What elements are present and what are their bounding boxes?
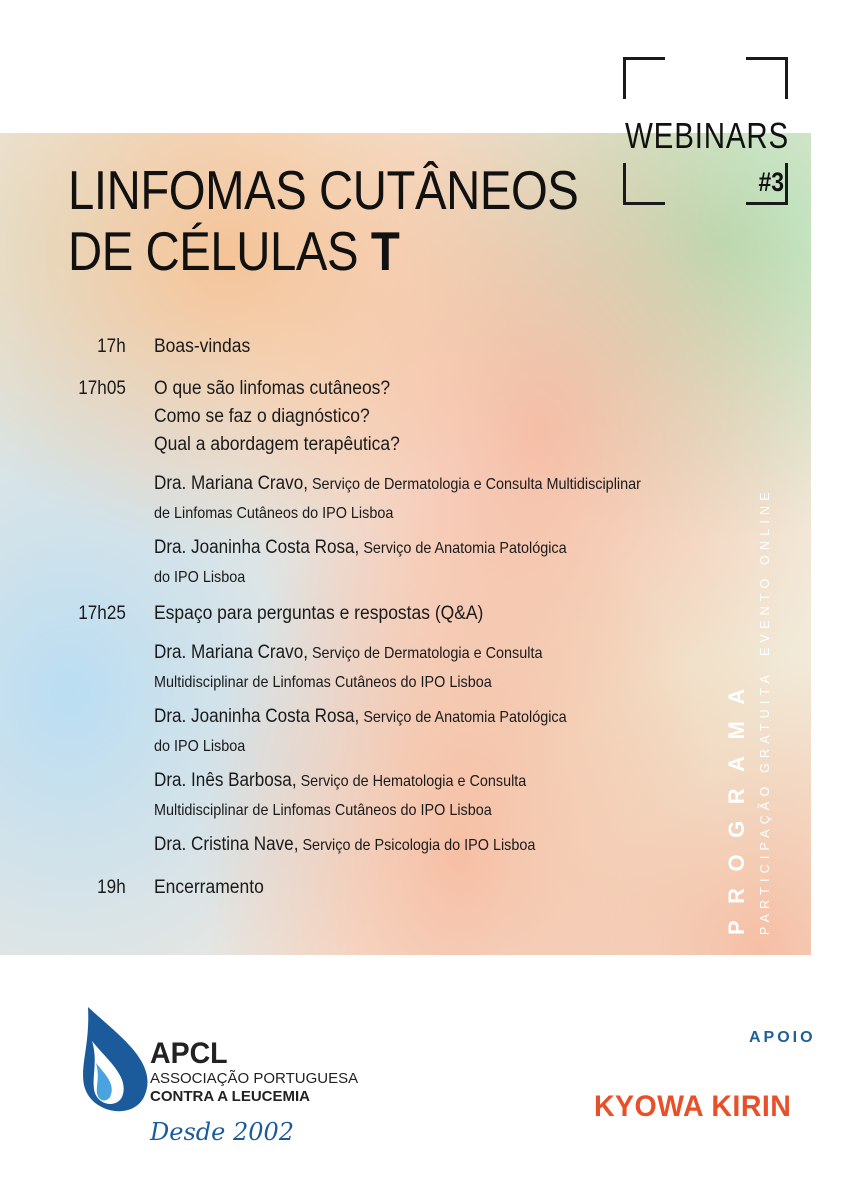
slot-time: 17h25 (78, 603, 126, 624)
slot-time: 17h05 (78, 378, 126, 399)
speaker-entry (154, 703, 567, 761)
topic-line: Encerramento (154, 877, 264, 898)
speaker-affiliation-cont: do IPO Lisboa (154, 569, 246, 586)
topic-line: O que são linfomas cutâneos? (154, 378, 391, 399)
slot-topic (154, 333, 250, 361)
speaker-affiliation: Serviço de Dermatologia e Consulta (307, 645, 543, 662)
title-line-2 (68, 221, 515, 282)
apcl-name: APCL (150, 1037, 228, 1070)
speaker-name: Dra. Cristina Nave, (154, 834, 299, 855)
speaker-name: Dra. Joaninha Costa Rosa, (154, 706, 360, 727)
apcl-since: Desde 2002 (150, 1118, 295, 1146)
webinars-label: WEBINARS (625, 115, 790, 156)
speaker-name: Dra. Mariana Cravo, (154, 473, 308, 494)
speaker-name: Dra. Inês Barbosa, (154, 770, 297, 791)
title-line-1: LINFOMAS CUTÂNEOS (68, 159, 579, 221)
speaker-affiliation: Serviço de Anatomia Patológica (359, 540, 567, 557)
participation-label: PARTICIPAÇÃO GRATUITA (758, 669, 772, 935)
title-line-2-bold: T (370, 220, 400, 283)
frame-corner-top-right (746, 57, 788, 99)
slot-time: 19h (97, 877, 126, 898)
programa-label: PROGRAMA (724, 672, 749, 935)
side-vertical-text (720, 455, 800, 935)
topic-line: Boas-vindas (154, 336, 251, 357)
speaker-affiliation: Serviço de Dermatologia e Consulta Multidisciplinar (307, 476, 641, 493)
speaker-affiliation-cont: Multidisciplinar de Linfomas Cutâneos do IPO Lisboa (154, 674, 492, 691)
speaker-affiliation-cont: do IPO Lisboa (154, 738, 246, 755)
apcl-line-2: CONTRA A LEUCEMIA (150, 1088, 310, 1105)
webinars-number: #3 (758, 167, 784, 197)
speaker-affiliation-cont: de Linfomas Cutâneos do IPO Lisboa (154, 505, 394, 522)
speaker-affiliation: Serviço de Hematologia e Consulta (296, 773, 527, 790)
topic-line: Qual a abordagem terapêutica? (154, 434, 400, 455)
speaker-entry (154, 767, 526, 825)
frame-corner-top-left (623, 57, 665, 99)
frame-corner-bottom-left (623, 163, 665, 205)
page-title (68, 159, 579, 283)
speaker-entry (154, 534, 567, 592)
event-info (758, 487, 772, 935)
online-event-label: EVENTO ONLINE (758, 487, 772, 656)
slot-topic (154, 874, 264, 902)
speaker-affiliation: Serviço de Anatomia Patológica (359, 709, 567, 726)
topic-line: Espaço para perguntas e respostas (Q&A) (154, 603, 484, 624)
slot-topic (154, 600, 483, 628)
slot-topic (154, 375, 400, 459)
title-line-2-regular: DE CÉLULAS (68, 220, 371, 283)
webinars-badge (623, 57, 788, 205)
support-label: APOIO (749, 1029, 816, 1046)
speaker-entry (154, 831, 535, 860)
apcl-wordmark (150, 1038, 358, 1106)
apcl-line-1: ASSOCIAÇÃO PORTUGUESA (150, 1070, 359, 1087)
speaker-entry (154, 639, 542, 697)
speaker-affiliation-cont: Multidisciplinar de Linfomas Cutâneos do IPO Lisboa (154, 802, 492, 819)
speaker-name: Dra. Joaninha Costa Rosa, (154, 537, 360, 558)
speaker-affiliation: Serviço de Psicologia do IPO Lisboa (298, 837, 536, 854)
slot-time: 17h (97, 336, 126, 357)
topic-line: Como se faz o diagnóstico? (154, 406, 370, 427)
sponsor-logo: KYOWA KIRIN (594, 1090, 792, 1123)
speaker-entry (154, 470, 641, 528)
speaker-name: Dra. Mariana Cravo, (154, 642, 308, 663)
